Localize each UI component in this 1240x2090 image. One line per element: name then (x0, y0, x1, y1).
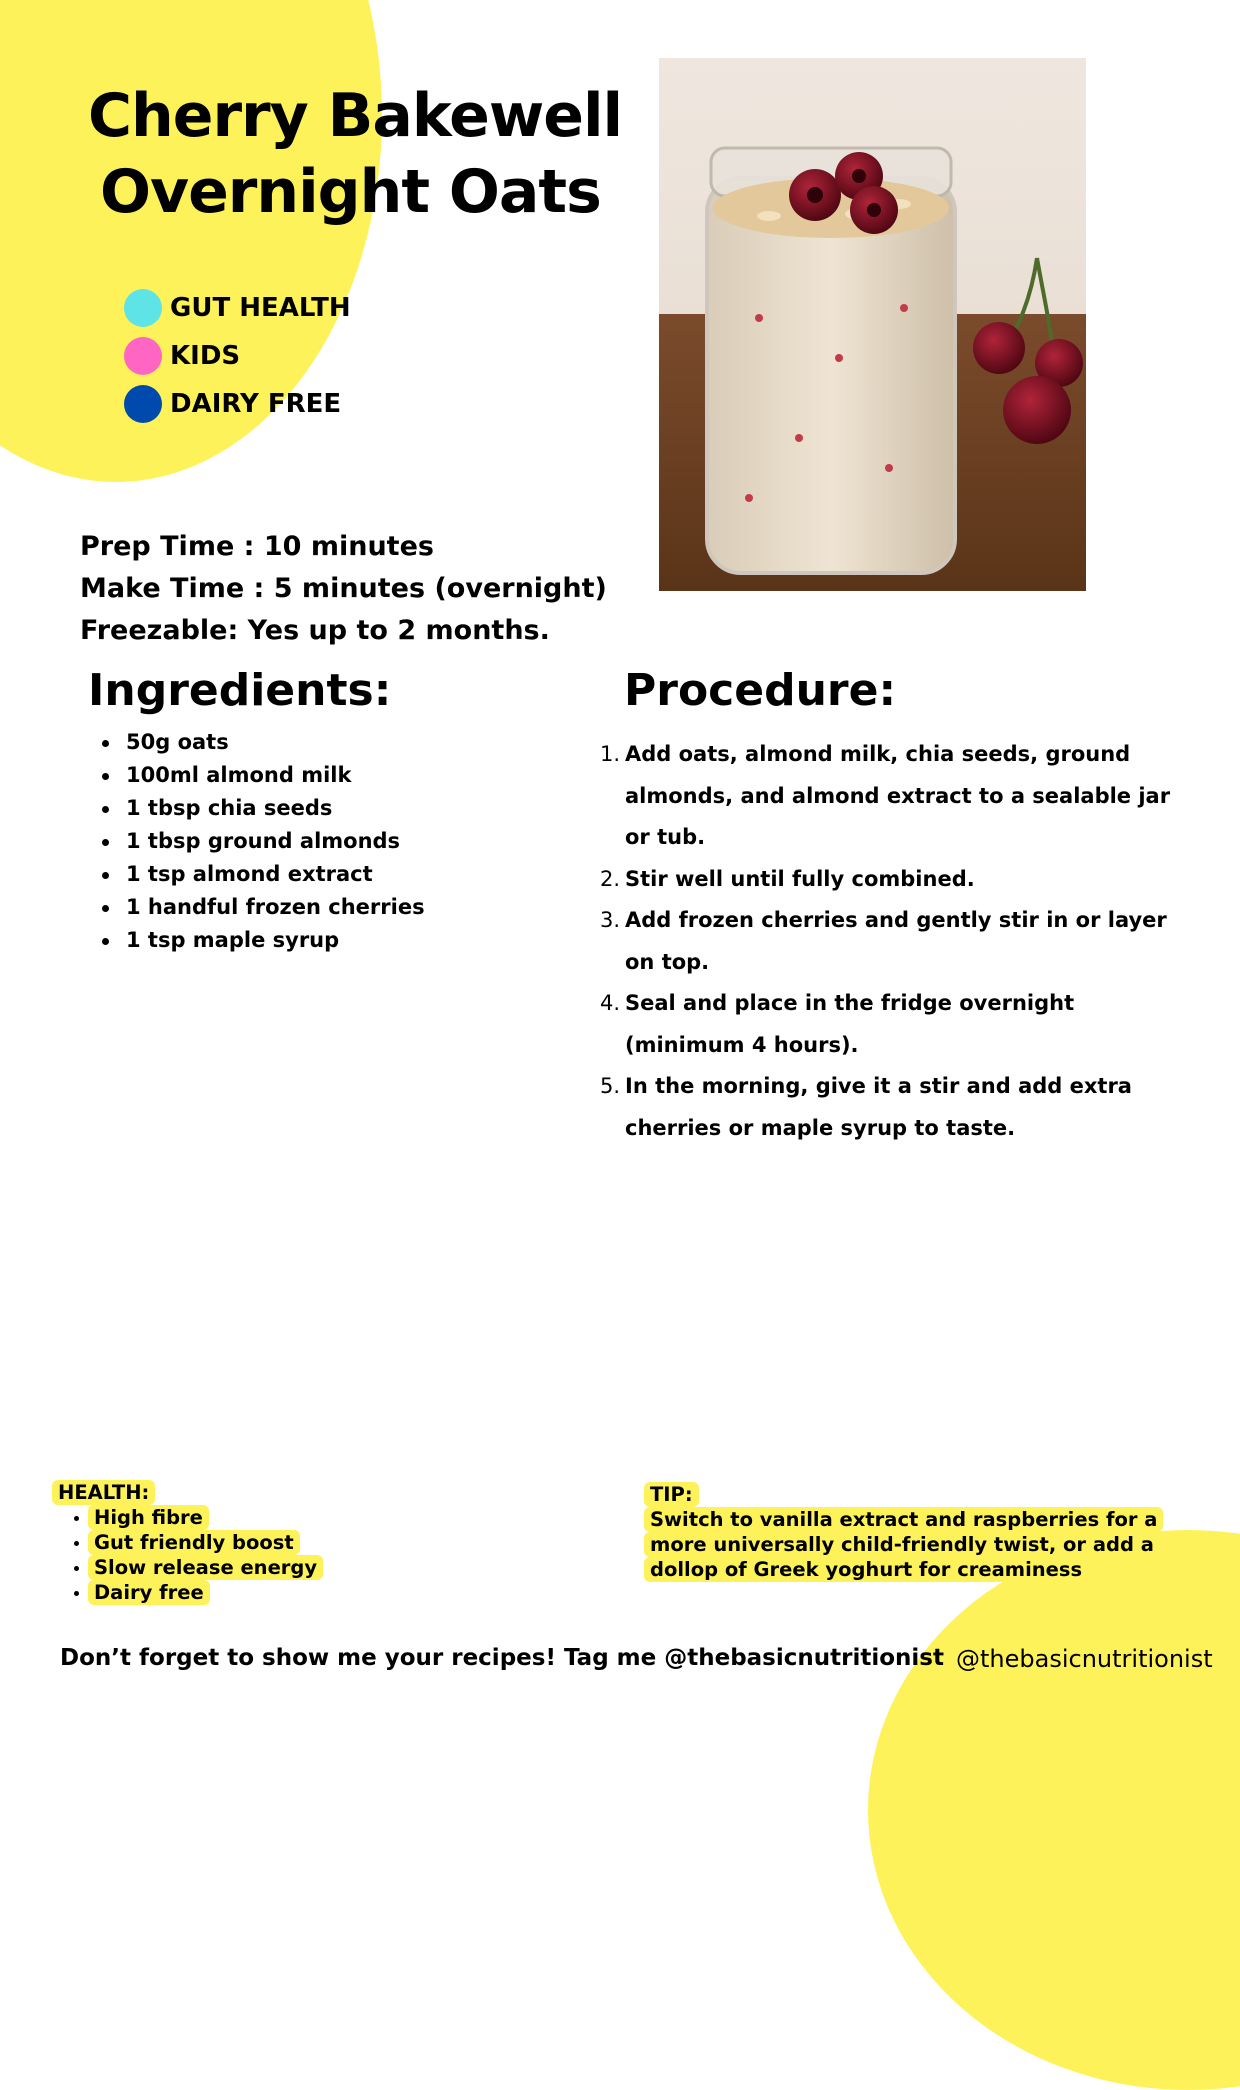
overnight-oats-jar-photo (659, 58, 1086, 591)
ingredients-list (100, 726, 425, 957)
step-number: 5. (600, 1074, 621, 1098)
list-item: 1 handful frozen cherries (100, 891, 425, 924)
step-text: Add oats, almond milk, chia seeds, ground almonds, and almond extract to a sealable jar or tub. (625, 742, 1171, 849)
tip-label: TIP: (644, 1482, 699, 1507)
tag-gut-health (124, 284, 351, 332)
list-item (74, 1530, 323, 1555)
health-item-text: Gut friendly boost (88, 1530, 300, 1555)
procedure-heading: Procedure: (624, 665, 897, 716)
procedure-step (600, 859, 1200, 901)
step-text: Stir well until fully combined. (625, 866, 975, 891)
list-item: 100ml almond milk (100, 759, 425, 792)
health-list (52, 1505, 323, 1605)
step-number: 2. (600, 866, 621, 891)
diet-tags (124, 284, 351, 428)
procedure-list (600, 734, 1200, 1149)
list-item (74, 1580, 323, 1605)
health-box (52, 1480, 323, 1605)
tag-label: KIDS (170, 341, 241, 371)
tag-label: DAIRY FREE (170, 389, 342, 419)
footer-cta: Don’t forget to show me your recipes! Tag me @thebasicnutritionist (60, 1645, 944, 1671)
step-text: Add frozen cherries and gently stir in or layer on top. (625, 908, 1167, 974)
step-number: 1. (600, 742, 621, 766)
list-item: 1 tsp maple syrup (100, 924, 425, 957)
decorative-yellow-circle-bottom (868, 1530, 1240, 2090)
health-item-text: Dairy free (88, 1580, 210, 1605)
list-item (74, 1505, 323, 1530)
tag-label: GUT HEALTH (170, 293, 351, 323)
ingredients-heading: Ingredients: (88, 665, 392, 716)
step-number: 4. (600, 991, 621, 1015)
list-item: 1 tbsp ground almonds (100, 825, 425, 858)
freezable-info: Freezable: Yes up to 2 months. (80, 615, 550, 646)
tip-text: Switch to vanilla extract and raspberries for a more universally child-friendly twist, or add a dollop of Greek yoghurt for creaminess (644, 1507, 1163, 1582)
procedure-step (600, 983, 1200, 1066)
step-text: Seal and place in the fridge overnight (minimum 4 hours). (625, 991, 1075, 1057)
title-line-1: Cherry Bakewell (88, 81, 623, 151)
list-item (74, 1555, 323, 1580)
page-title (88, 78, 648, 230)
title-line-2: Overnight Oats (100, 157, 601, 227)
dairy-free-dot-icon (124, 385, 162, 423)
kids-dot-icon (124, 337, 162, 375)
procedure-step (600, 734, 1200, 859)
oats-jar-illustration (659, 58, 1086, 591)
tip-box (644, 1482, 1210, 1582)
tag-kids (124, 332, 351, 380)
prep-time: Prep Time : 10 minutes (80, 531, 434, 562)
step-number: 3. (600, 908, 621, 932)
procedure-step (600, 900, 1200, 983)
tag-dairy-free (124, 380, 351, 428)
health-label: HEALTH: (52, 1480, 155, 1505)
make-time: Make Time : 5 minutes (overnight) (80, 573, 607, 604)
health-item-text: Slow release energy (88, 1555, 323, 1580)
social-handle: @thebasicnutritionist (956, 1645, 1213, 1673)
health-item-text: High fibre (88, 1505, 209, 1530)
gut-health-dot-icon (124, 289, 162, 327)
recipe-times (80, 526, 607, 652)
list-item: 1 tsp almond extract (100, 858, 425, 891)
step-text: In the morning, give it a stir and add extra cherries or maple syrup to taste. (625, 1074, 1132, 1140)
procedure-step (600, 1066, 1200, 1149)
list-item: 1 tbsp chia seeds (100, 792, 425, 825)
list-item: 50g oats (100, 726, 425, 759)
